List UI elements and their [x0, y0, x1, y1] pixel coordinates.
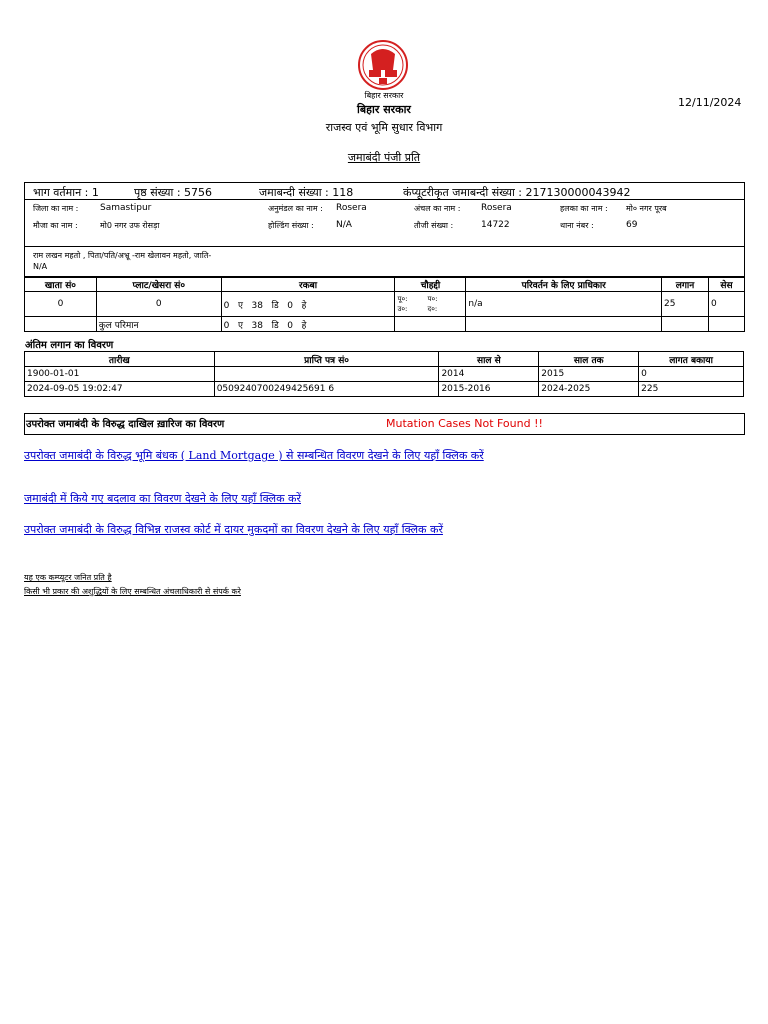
mauja-label: मौजा का नाम :	[33, 221, 78, 230]
mutation-title: उपरोक्त जमाबंदी के विरुद्ध दाखिल ख़ारिज का विवरण	[26, 419, 225, 430]
chauhaddi-west: प०:	[427, 295, 438, 303]
col-authority: परिवर्तन के लिए प्राधिकार	[466, 277, 662, 292]
col-ses: सेस	[708, 277, 744, 292]
halka-value: मो० नगर पूरब	[626, 204, 667, 213]
table-row	[25, 367, 744, 382]
cell-chauhaddi	[395, 292, 466, 317]
col-chauhaddi: चौहद्दी	[395, 277, 466, 292]
district-value: Samastipur	[100, 203, 152, 213]
bhag-vartman: भाग वर्तमान : 1	[33, 186, 99, 199]
total-label: कुल परिमान	[96, 317, 221, 332]
plot-table	[24, 276, 745, 332]
subdiv-label: अनुमंडल का नाम :	[268, 204, 323, 213]
jamabandi-changes-link[interactable]: जमाबंदी में किये गए बदलाव का विवरण देखने के लिए यहाँ क्लिक करें	[24, 492, 301, 505]
tauji-label: तौजी संख्या :	[414, 221, 454, 230]
chauhaddi-east: पू०:	[397, 295, 408, 303]
mauja-value: मो0 नगर उफ रोसड़ा	[100, 221, 160, 230]
bihar-emblem	[349, 40, 417, 92]
last-lagan-title: अंतिम लगान का विवरण	[25, 340, 114, 351]
cell: 2015	[539, 367, 639, 382]
cell-lagan: 25	[662, 292, 709, 317]
cell-authority: n/a	[466, 292, 662, 317]
footer-note-2: किसी भी प्रकार की अशुद्धियों के लिए सम्बन्धित अंचलाधिकारी से संपर्क करे	[24, 587, 241, 596]
gov-name: बिहार सरकार	[357, 103, 411, 116]
emblem-caption: बिहार सरकार	[364, 91, 404, 100]
thana-label: थाना नंबर :	[560, 221, 594, 230]
cell-rakba: 0 ए 38 डि 0 हे	[221, 292, 395, 317]
summary-divider	[24, 199, 745, 200]
cell-plot: 0	[96, 292, 221, 317]
cell-khata: 0	[25, 292, 97, 317]
cell: 225	[639, 382, 744, 397]
raiyat-name: राम लखन महतो , पिता/पति/अभ्रू -राम खेलावन महतो, जाति-	[33, 251, 212, 260]
cell: 2024-09-05 19:02:47	[25, 382, 215, 397]
thana-value: 69	[626, 220, 638, 230]
cell: 2024-2025	[539, 382, 639, 397]
col-due: लागत बकाया	[639, 352, 744, 367]
mutation-status: Mutation Cases Not Found !!	[386, 417, 543, 430]
land-mortgage-link[interactable]: उपरोक्त जमाबंदी के विरुद्ध भूमि बंधक ( Land Mortgage ) से सम्बन्धित विवरण देखने के लिए यहाँ क्लिक करें	[24, 449, 484, 462]
table-row-total	[25, 317, 745, 332]
tauji-value: 14722	[481, 220, 510, 230]
col-khata: खाता सं०	[25, 277, 97, 292]
jamabandi-sankhya: जमाबन्दी संख्या : 118	[259, 186, 354, 199]
comp-jamabandi-sankhya: कंप्यूटरीकृत जमाबन्दी संख्या : 217130000043942	[403, 186, 631, 199]
table-row	[25, 292, 745, 317]
cell: 0509240700249425691 6	[214, 382, 439, 397]
circle-label: अंचल का नाम :	[414, 204, 461, 213]
total-rakba: 0 ए 38 डि 0 हे	[221, 317, 395, 332]
print-date: 12/11/2024	[678, 96, 742, 109]
cell	[214, 367, 439, 382]
footer-note-1: यह एक कम्प्यूटर जनित प्रति है	[24, 573, 112, 582]
cell: 2015-2016	[439, 382, 539, 397]
col-year-to: साल तक	[539, 352, 639, 367]
lagan-table	[24, 351, 744, 397]
dept-name: राजस्व एवं भूमि सुधार विभाग	[325, 121, 443, 134]
table-row	[25, 382, 744, 397]
cell: 2014	[439, 367, 539, 382]
holding-value: N/A	[336, 220, 352, 230]
cell: 1900-01-01	[25, 367, 215, 382]
summary-divider-2	[24, 246, 745, 247]
col-rakba: रकबा	[221, 277, 395, 292]
district-label: जिला का नाम :	[33, 204, 79, 213]
cell: 0	[639, 367, 744, 382]
chauhaddi-north: उ०:	[397, 305, 408, 313]
chauhaddi-south: द०:	[427, 305, 438, 313]
col-lagan: लगान	[662, 277, 709, 292]
halka-label: हलका का नाम :	[560, 204, 608, 213]
col-year-from: साल से	[439, 352, 539, 367]
doc-title: जमाबंदी पंजी प्रति	[347, 151, 421, 164]
raiyat-caste: N/A	[33, 262, 48, 271]
cell-ses: 0	[708, 292, 744, 317]
court-cases-link[interactable]: उपरोक्त जमाबंदी के विरुद्ध विभिन्न राजस्व कोर्ट में दायर मुकदमों का विवरण देखने के लिए यहाँ क्लिक करें	[24, 523, 443, 536]
subdiv-value: Rosera	[336, 203, 367, 213]
col-date: तारीख	[25, 352, 215, 367]
col-plot: प्लाट/खेसरा सं०	[96, 277, 221, 292]
lagan-table-header	[25, 352, 744, 367]
col-receipt: प्राप्ति पत्र सं०	[214, 352, 439, 367]
holding-label: होल्डिंग संख्या :	[268, 221, 314, 230]
prishth-sankhya: पृष्ठ संख्या : 5756	[134, 186, 213, 199]
plot-table-header	[25, 277, 745, 292]
circle-value: Rosera	[481, 203, 512, 213]
